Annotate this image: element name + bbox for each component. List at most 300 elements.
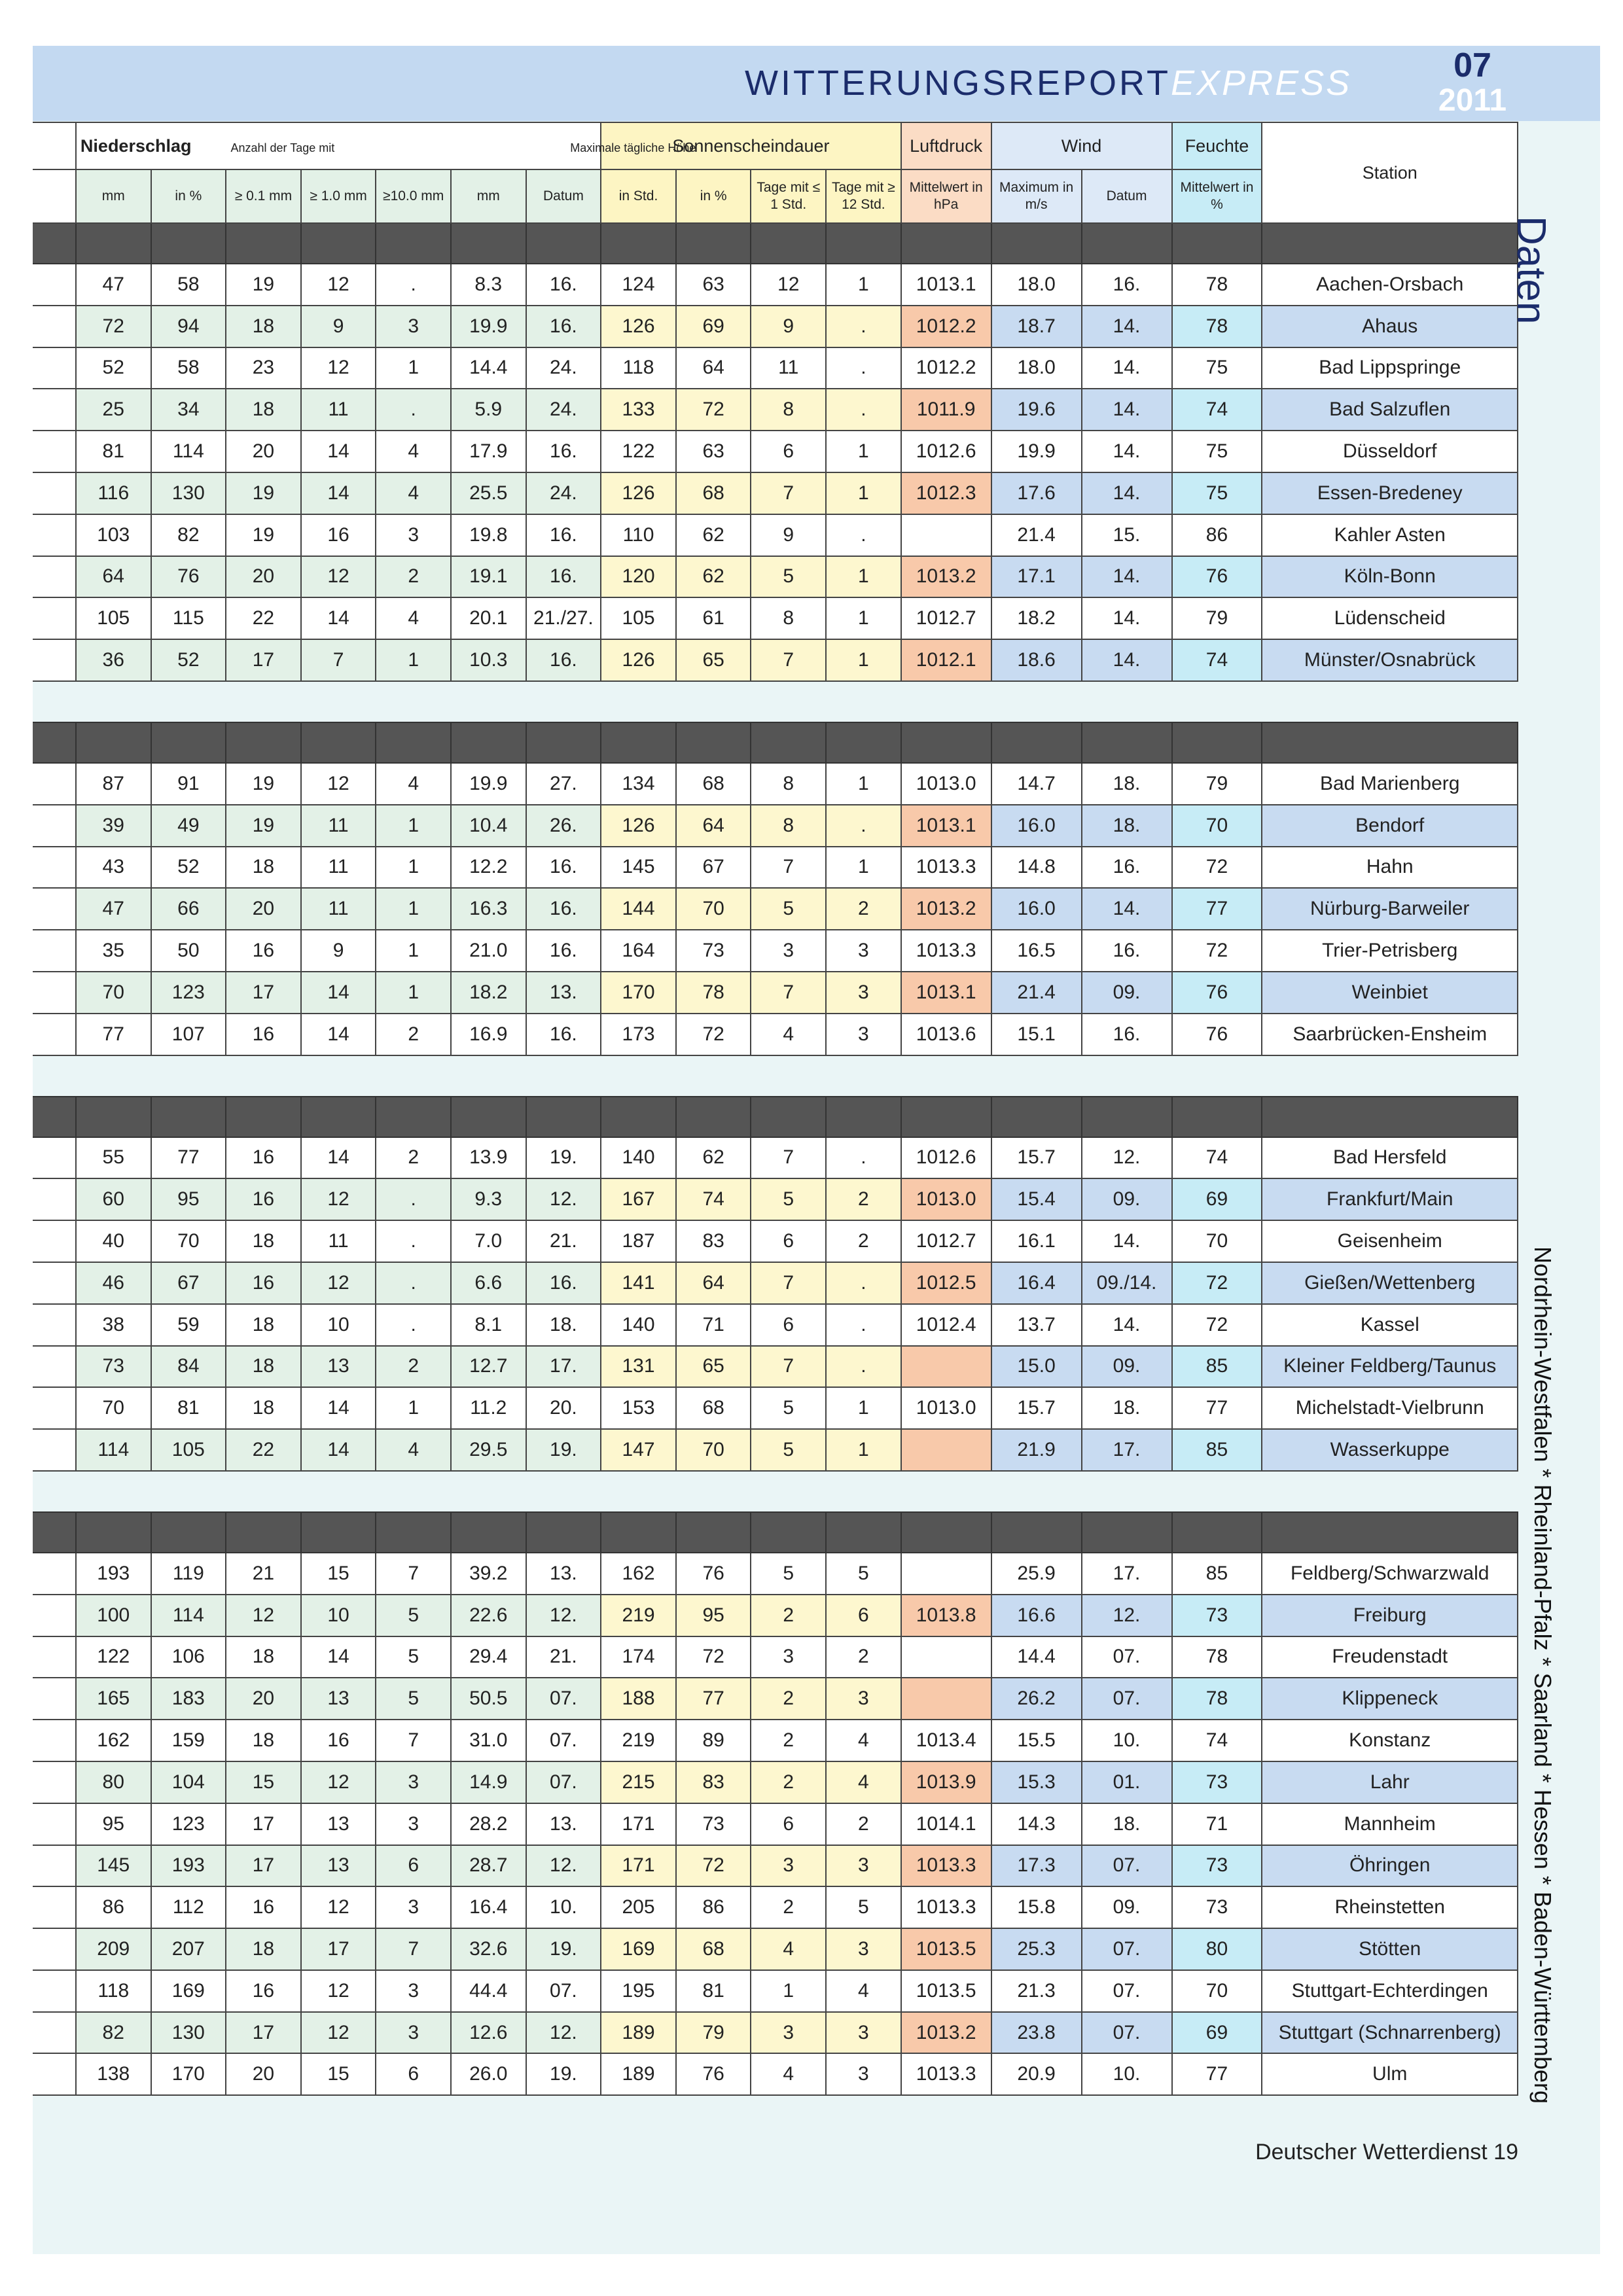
table-cell: 1013.0 <box>901 1178 991 1220</box>
region-header-cell <box>1172 1512 1262 1553</box>
table-cell: 12 <box>301 1262 376 1304</box>
table-cell: 18 <box>226 306 301 347</box>
table-cell: 1 <box>826 264 901 306</box>
spacer-cell <box>33 1055 1518 1097</box>
table-cell: 103 <box>76 514 151 556</box>
table-cell: 64 <box>76 556 151 598</box>
table-cell: 2 <box>751 1761 826 1803</box>
gutter-cell <box>33 264 76 306</box>
column-header: Tage mit ≤ 1 Std. <box>751 169 826 223</box>
table-cell: 16.4 <box>991 1262 1082 1304</box>
table-cell: 8.3 <box>451 264 526 306</box>
table-cell: 70 <box>676 1429 751 1471</box>
table-cell: 141 <box>601 1262 676 1304</box>
table-cell: . <box>826 1262 901 1304</box>
section-spacer <box>33 1055 1518 1097</box>
table-row <box>33 514 1518 556</box>
table-row <box>33 472 1518 514</box>
table-cell: 4 <box>376 1429 451 1471</box>
table-cell: . <box>826 306 901 347</box>
gutter-cell <box>33 1262 76 1304</box>
table-cell: 7 <box>751 847 826 889</box>
column-header: ≥ 1.0 mm <box>301 169 376 223</box>
table-cell: 1013.1 <box>901 805 991 847</box>
table-cell: 162 <box>601 1553 676 1595</box>
table-cell: 40 <box>76 1220 151 1262</box>
gutter-cell <box>33 472 76 514</box>
table-cell: 15.3 <box>991 1761 1082 1803</box>
table-cell: 11 <box>301 805 376 847</box>
table-row <box>33 1262 1518 1304</box>
region-header-cell <box>901 1512 991 1553</box>
gutter-cell <box>33 514 76 556</box>
region-header-cell <box>526 1097 601 1137</box>
table-cell: 17.6 <box>991 472 1082 514</box>
table-cell: 15.1 <box>991 1014 1082 1055</box>
table-cell: 24. <box>526 347 601 389</box>
table-cell: 18.7 <box>991 306 1082 347</box>
header-row-groups <box>33 122 1518 169</box>
table-cell: 3 <box>751 2012 826 2054</box>
table-cell: 5 <box>376 1678 451 1720</box>
table-cell: 07. <box>1082 1636 1172 1678</box>
table-cell: 07. <box>1082 1845 1172 1887</box>
table-cell: 26.0 <box>451 2053 526 2095</box>
table-cell: 1 <box>376 805 451 847</box>
table-cell: 5 <box>826 1553 901 1595</box>
table-cell: 6 <box>751 1220 826 1262</box>
table-cell: 14. <box>1082 1304 1172 1346</box>
table-cell: 74 <box>676 1178 751 1220</box>
table-cell: 14 <box>301 1014 376 1055</box>
table-cell: 2 <box>376 1346 451 1388</box>
table-cell: 9 <box>301 930 376 972</box>
table-cell: 1 <box>826 639 901 681</box>
table-cell: 62 <box>676 514 751 556</box>
table-row <box>33 1595 1518 1636</box>
table-cell: 1 <box>376 930 451 972</box>
table-cell: 18 <box>226 1387 301 1429</box>
table-cell: 1 <box>376 972 451 1014</box>
table-cell: 81 <box>76 431 151 472</box>
table-cell: 74 <box>1172 1137 1262 1179</box>
table-cell: 9 <box>751 306 826 347</box>
table-cell: 2 <box>826 888 901 930</box>
table-cell: 58 <box>151 347 226 389</box>
table-cell: 18.2 <box>991 597 1082 639</box>
table-cell: 82 <box>76 2012 151 2054</box>
gutter-cell <box>33 556 76 598</box>
region-header-cell <box>226 1512 301 1553</box>
gutter-cell <box>33 1761 76 1803</box>
table-cell: 16.3 <box>451 888 526 930</box>
region-header-cell <box>76 223 151 264</box>
table-cell: 09. <box>1082 1886 1172 1928</box>
table-cell: 1012.7 <box>901 597 991 639</box>
table-cell: 9 <box>301 306 376 347</box>
table-cell: 12 <box>301 1178 376 1220</box>
region-header-cell <box>676 1512 751 1553</box>
table-cell: 1013.0 <box>901 763 991 805</box>
footer-publisher-page: Deutscher Wetterdienst 19 <box>1255 2140 1518 2164</box>
table-cell: 144 <box>601 888 676 930</box>
table-cell: 209 <box>76 1928 151 1970</box>
table-cell: 1013.5 <box>901 1928 991 1970</box>
gutter-cell <box>33 1720 76 1761</box>
table-cell: 133 <box>601 389 676 431</box>
table-cell: . <box>376 1220 451 1262</box>
table-cell: 145 <box>601 847 676 889</box>
table-cell: 1013.1 <box>901 264 991 306</box>
table-cell: . <box>826 1137 901 1179</box>
section-spacer <box>33 1471 1518 1512</box>
table-cell: 7 <box>751 639 826 681</box>
table-cell: 09. <box>1082 972 1172 1014</box>
table-cell: 83 <box>676 1220 751 1262</box>
table-cell: 17. <box>526 1346 601 1388</box>
station-name-cell: Freiburg <box>1262 1595 1518 1636</box>
table-cell: 3 <box>826 1678 901 1720</box>
table-cell: 2 <box>751 1886 826 1928</box>
table-cell: 19. <box>526 1928 601 1970</box>
table-cell: 74 <box>1172 639 1262 681</box>
table-cell: 15.0 <box>991 1346 1082 1388</box>
table-cell: 76 <box>1172 556 1262 598</box>
table-cell: 1013.0 <box>901 1387 991 1429</box>
table-cell: 63 <box>676 431 751 472</box>
table-cell: 16 <box>226 930 301 972</box>
table-cell: 84 <box>151 1346 226 1388</box>
table-cell: 4 <box>751 2053 826 2095</box>
table-cell: 1013.6 <box>901 1014 991 1055</box>
table-cell: 16 <box>226 1137 301 1179</box>
table-cell: 81 <box>151 1387 226 1429</box>
region-header-cell <box>826 223 901 264</box>
table-cell: 16. <box>1082 264 1172 306</box>
table-cell: 32.6 <box>451 1928 526 1970</box>
table-cell: 3 <box>376 1803 451 1845</box>
table-cell: 12 <box>301 1886 376 1928</box>
table-cell: 16. <box>1082 930 1172 972</box>
table-cell: 73 <box>76 1346 151 1388</box>
region-header-cell <box>226 223 301 264</box>
column-header: in Std. <box>601 169 676 223</box>
table-cell: 122 <box>601 431 676 472</box>
table-cell: 115 <box>151 597 226 639</box>
table-cell: 1012.1 <box>901 639 991 681</box>
table-cell: 2 <box>751 1595 826 1636</box>
region-header-cell <box>991 722 1082 763</box>
table-cell: 5 <box>751 1178 826 1220</box>
table-cell: 14. <box>1082 639 1172 681</box>
table-cell: 3 <box>826 1928 901 1970</box>
table-cell: 12 <box>301 556 376 598</box>
table-cell: 1013.2 <box>901 888 991 930</box>
table-cell: 7 <box>376 1553 451 1595</box>
region-header-cell <box>526 223 601 264</box>
table-cell: 1013.3 <box>901 1886 991 1928</box>
table-cell: 112 <box>151 1886 226 1928</box>
table-cell: 75 <box>1172 472 1262 514</box>
table-cell: 10.4 <box>451 805 526 847</box>
table-cell: 38 <box>76 1304 151 1346</box>
table-cell: 7 <box>301 639 376 681</box>
table-cell: 18. <box>1082 805 1172 847</box>
table-cell: 79 <box>1172 597 1262 639</box>
table-cell: 20.9 <box>991 2053 1082 2095</box>
region-header-cell <box>33 223 76 264</box>
table-cell: 07. <box>1082 1928 1172 1970</box>
table-cell: 12 <box>301 347 376 389</box>
table-cell: 16. <box>526 847 601 889</box>
table-cell: 15.7 <box>991 1387 1082 1429</box>
table-cell: 145 <box>76 1845 151 1887</box>
gutter-cell <box>33 306 76 347</box>
table-cell: 21 <box>226 1553 301 1595</box>
table-cell: 34 <box>151 389 226 431</box>
table-cell: 14.4 <box>451 347 526 389</box>
table-cell: 80 <box>76 1761 151 1803</box>
region-header-cell <box>1082 1512 1172 1553</box>
table-row <box>33 556 1518 598</box>
table-cell: 3 <box>826 2053 901 2095</box>
table-cell: 20 <box>226 888 301 930</box>
table-cell: 19.9 <box>991 431 1082 472</box>
table-cell: 1013.3 <box>901 847 991 889</box>
table-cell: 86 <box>676 1886 751 1928</box>
table-cell: 69 <box>1172 1178 1262 1220</box>
column-header: mm <box>76 169 151 223</box>
table-row <box>33 1886 1518 1928</box>
table-cell: 174 <box>601 1636 676 1678</box>
table-cell: 14. <box>1082 1220 1172 1262</box>
table-cell: 6 <box>826 1595 901 1636</box>
table-cell: 14.9 <box>451 1761 526 1803</box>
table-cell: 189 <box>601 2012 676 2054</box>
table-cell: 26. <box>526 805 601 847</box>
table-cell: 78 <box>1172 306 1262 347</box>
group-wind: Wind <box>991 122 1172 169</box>
table-cell: 16.0 <box>991 805 1082 847</box>
table-cell: 12 <box>301 763 376 805</box>
table-cell: 72 <box>676 1014 751 1055</box>
gutter-cell <box>33 1928 76 1970</box>
table-row <box>33 847 1518 889</box>
table-cell: 22.6 <box>451 1595 526 1636</box>
table-cell: 165 <box>76 1678 151 1720</box>
table-cell: 20 <box>226 431 301 472</box>
gutter-cell <box>33 1014 76 1055</box>
region-header-cell <box>376 223 451 264</box>
table-cell: 59 <box>151 1304 226 1346</box>
table-cell: 73 <box>1172 1761 1262 1803</box>
table-cell: 1011.9 <box>901 389 991 431</box>
station-name-cell: Rheinstetten <box>1262 1886 1518 1928</box>
table-cell: 16.9 <box>451 1014 526 1055</box>
table-cell: 1013.3 <box>901 930 991 972</box>
station-name-cell: Ulm <box>1262 2053 1518 2095</box>
table-cell: 95 <box>151 1178 226 1220</box>
table-cell: 126 <box>601 805 676 847</box>
table-cell: 70 <box>76 972 151 1014</box>
table-cell: 07. <box>526 1761 601 1803</box>
table-cell: 153 <box>601 1387 676 1429</box>
table-cell: 8 <box>751 597 826 639</box>
table-row <box>33 1220 1518 1262</box>
table-cell: 76 <box>1172 972 1262 1014</box>
table-cell: 17 <box>301 1928 376 1970</box>
table-cell: 1 <box>376 1387 451 1429</box>
table-cell: 1 <box>826 1387 901 1429</box>
region-header-cell <box>751 223 826 264</box>
table-cell: 13 <box>301 1803 376 1845</box>
table-cell: 74 <box>1172 1720 1262 1761</box>
table-cell: 15.7 <box>991 1137 1082 1179</box>
table-cell: 14. <box>1082 431 1172 472</box>
gutter-cell <box>33 930 76 972</box>
table-cell: 16. <box>1082 1014 1172 1055</box>
table-cell: 2 <box>826 1220 901 1262</box>
table-cell: 169 <box>601 1928 676 1970</box>
table-cell: 3 <box>376 1886 451 1928</box>
table-cell: 10.3 <box>451 639 526 681</box>
table-cell: 130 <box>151 2012 226 2054</box>
table-cell: 7.0 <box>451 1220 526 1262</box>
table-cell: 118 <box>601 347 676 389</box>
table-cell: 73 <box>676 930 751 972</box>
table-cell: 219 <box>601 1595 676 1636</box>
table-cell: 28.2 <box>451 1803 526 1845</box>
station-name-cell: Geisenheim <box>1262 1220 1518 1262</box>
table-cell: 7 <box>376 1928 451 1970</box>
table-cell: 16. <box>526 431 601 472</box>
table-cell: 2 <box>826 1636 901 1678</box>
table-row <box>33 1803 1518 1845</box>
table-cell: 95 <box>76 1803 151 1845</box>
region-header-cell <box>601 722 676 763</box>
table-cell: 11 <box>301 888 376 930</box>
table-cell: 14. <box>1082 389 1172 431</box>
table-cell: 07. <box>526 1678 601 1720</box>
issue-month: 07 <box>1454 46 1491 84</box>
table-cell: 9 <box>751 514 826 556</box>
table-cell: 100 <box>76 1595 151 1636</box>
table-row <box>33 1720 1518 1761</box>
table-cell: 16 <box>226 1970 301 2012</box>
table-cell: 11 <box>301 847 376 889</box>
table-cell: 16.0 <box>991 888 1082 930</box>
table-cell: 85 <box>1172 1429 1262 1471</box>
column-header: Datum <box>1082 169 1172 223</box>
table-cell: 07. <box>526 1720 601 1761</box>
table-cell: 171 <box>601 1845 676 1887</box>
table-cell: 25.5 <box>451 472 526 514</box>
table-cell: 21. <box>526 1220 601 1262</box>
table-cell: 13.9 <box>451 1137 526 1179</box>
table-cell: 7 <box>751 1137 826 1179</box>
table-cell: 173 <box>601 1014 676 1055</box>
table-cell: 72 <box>1172 930 1262 972</box>
gutter-cell <box>33 972 76 1014</box>
table-cell: 10. <box>1082 1720 1172 1761</box>
table-cell: 3 <box>826 1014 901 1055</box>
table-cell: 17 <box>226 972 301 1014</box>
table-row <box>33 1636 1518 1678</box>
table-cell: 86 <box>1172 514 1262 556</box>
table-cell: 2 <box>826 1178 901 1220</box>
max-hoehe-label: Maximale tägliche Höhe <box>570 141 696 154</box>
table-cell: 16. <box>526 888 601 930</box>
table-cell: 3 <box>751 1636 826 1678</box>
table-cell: 76 <box>1172 1014 1262 1055</box>
station-name-cell: Bendorf <box>1262 805 1518 847</box>
region-header-cell <box>1082 223 1172 264</box>
table-cell: 16. <box>1082 847 1172 889</box>
table-cell: 70 <box>76 1387 151 1429</box>
table-cell: 16. <box>526 514 601 556</box>
table-cell: 21. <box>526 1636 601 1678</box>
table-cell: 73 <box>1172 1886 1262 1928</box>
table-cell: 189 <box>601 2053 676 2095</box>
station-name-cell: Feldberg/Schwarzwald <box>1262 1553 1518 1595</box>
region-header-cell <box>76 1097 151 1137</box>
table-cell: 55 <box>76 1137 151 1179</box>
table-cell: 69 <box>1172 2012 1262 2054</box>
table-row <box>33 888 1518 930</box>
region-header-cell <box>1172 1097 1262 1137</box>
table-cell: 118 <box>76 1970 151 2012</box>
table-cell: 19 <box>226 472 301 514</box>
table-cell: 5 <box>751 556 826 598</box>
table-cell: 1013.9 <box>901 1761 991 1803</box>
table-cell: 12 <box>301 1761 376 1803</box>
station-name-cell: Klippeneck <box>1262 1678 1518 1720</box>
table-cell: 1012.5 <box>901 1262 991 1304</box>
table-cell: 1012.6 <box>901 1137 991 1179</box>
table-cell: 16 <box>226 1886 301 1928</box>
table-cell: 193 <box>151 1845 226 1887</box>
table-cell: 3 <box>376 306 451 347</box>
table-cell: 17 <box>226 1845 301 1887</box>
table-cell: 14.4 <box>991 1636 1082 1678</box>
table-row <box>33 306 1518 347</box>
table-cell: 16. <box>526 1262 601 1304</box>
table-cell: 28.7 <box>451 1845 526 1887</box>
table-row <box>33 1137 1518 1179</box>
region-header-cell <box>991 1512 1082 1553</box>
group-feuchte: Feuchte <box>1172 122 1262 169</box>
table-cell: 25.9 <box>991 1553 1082 1595</box>
table-cell: 14 <box>301 597 376 639</box>
table-cell: 14. <box>1082 306 1172 347</box>
table-cell: 07. <box>1082 1970 1172 2012</box>
gutter-cell <box>33 1595 76 1636</box>
table-cell: 15 <box>226 1761 301 1803</box>
table-cell: 18 <box>226 1304 301 1346</box>
table-cell: 09. <box>1082 1346 1172 1388</box>
issue-year: 2011 <box>1438 83 1507 118</box>
table-cell: 19. <box>526 1429 601 1471</box>
table-cell: 16. <box>526 639 601 681</box>
table-cell: 2 <box>376 1137 451 1179</box>
gutter-cell <box>33 347 76 389</box>
table-row <box>33 1387 1518 1429</box>
table-cell: 14 <box>301 1636 376 1678</box>
table-cell: 78 <box>1172 1636 1262 1678</box>
table-cell: 20 <box>226 556 301 598</box>
table-cell: 114 <box>76 1429 151 1471</box>
station-name-cell: Kleiner Feldberg/Taunus <box>1262 1346 1518 1388</box>
